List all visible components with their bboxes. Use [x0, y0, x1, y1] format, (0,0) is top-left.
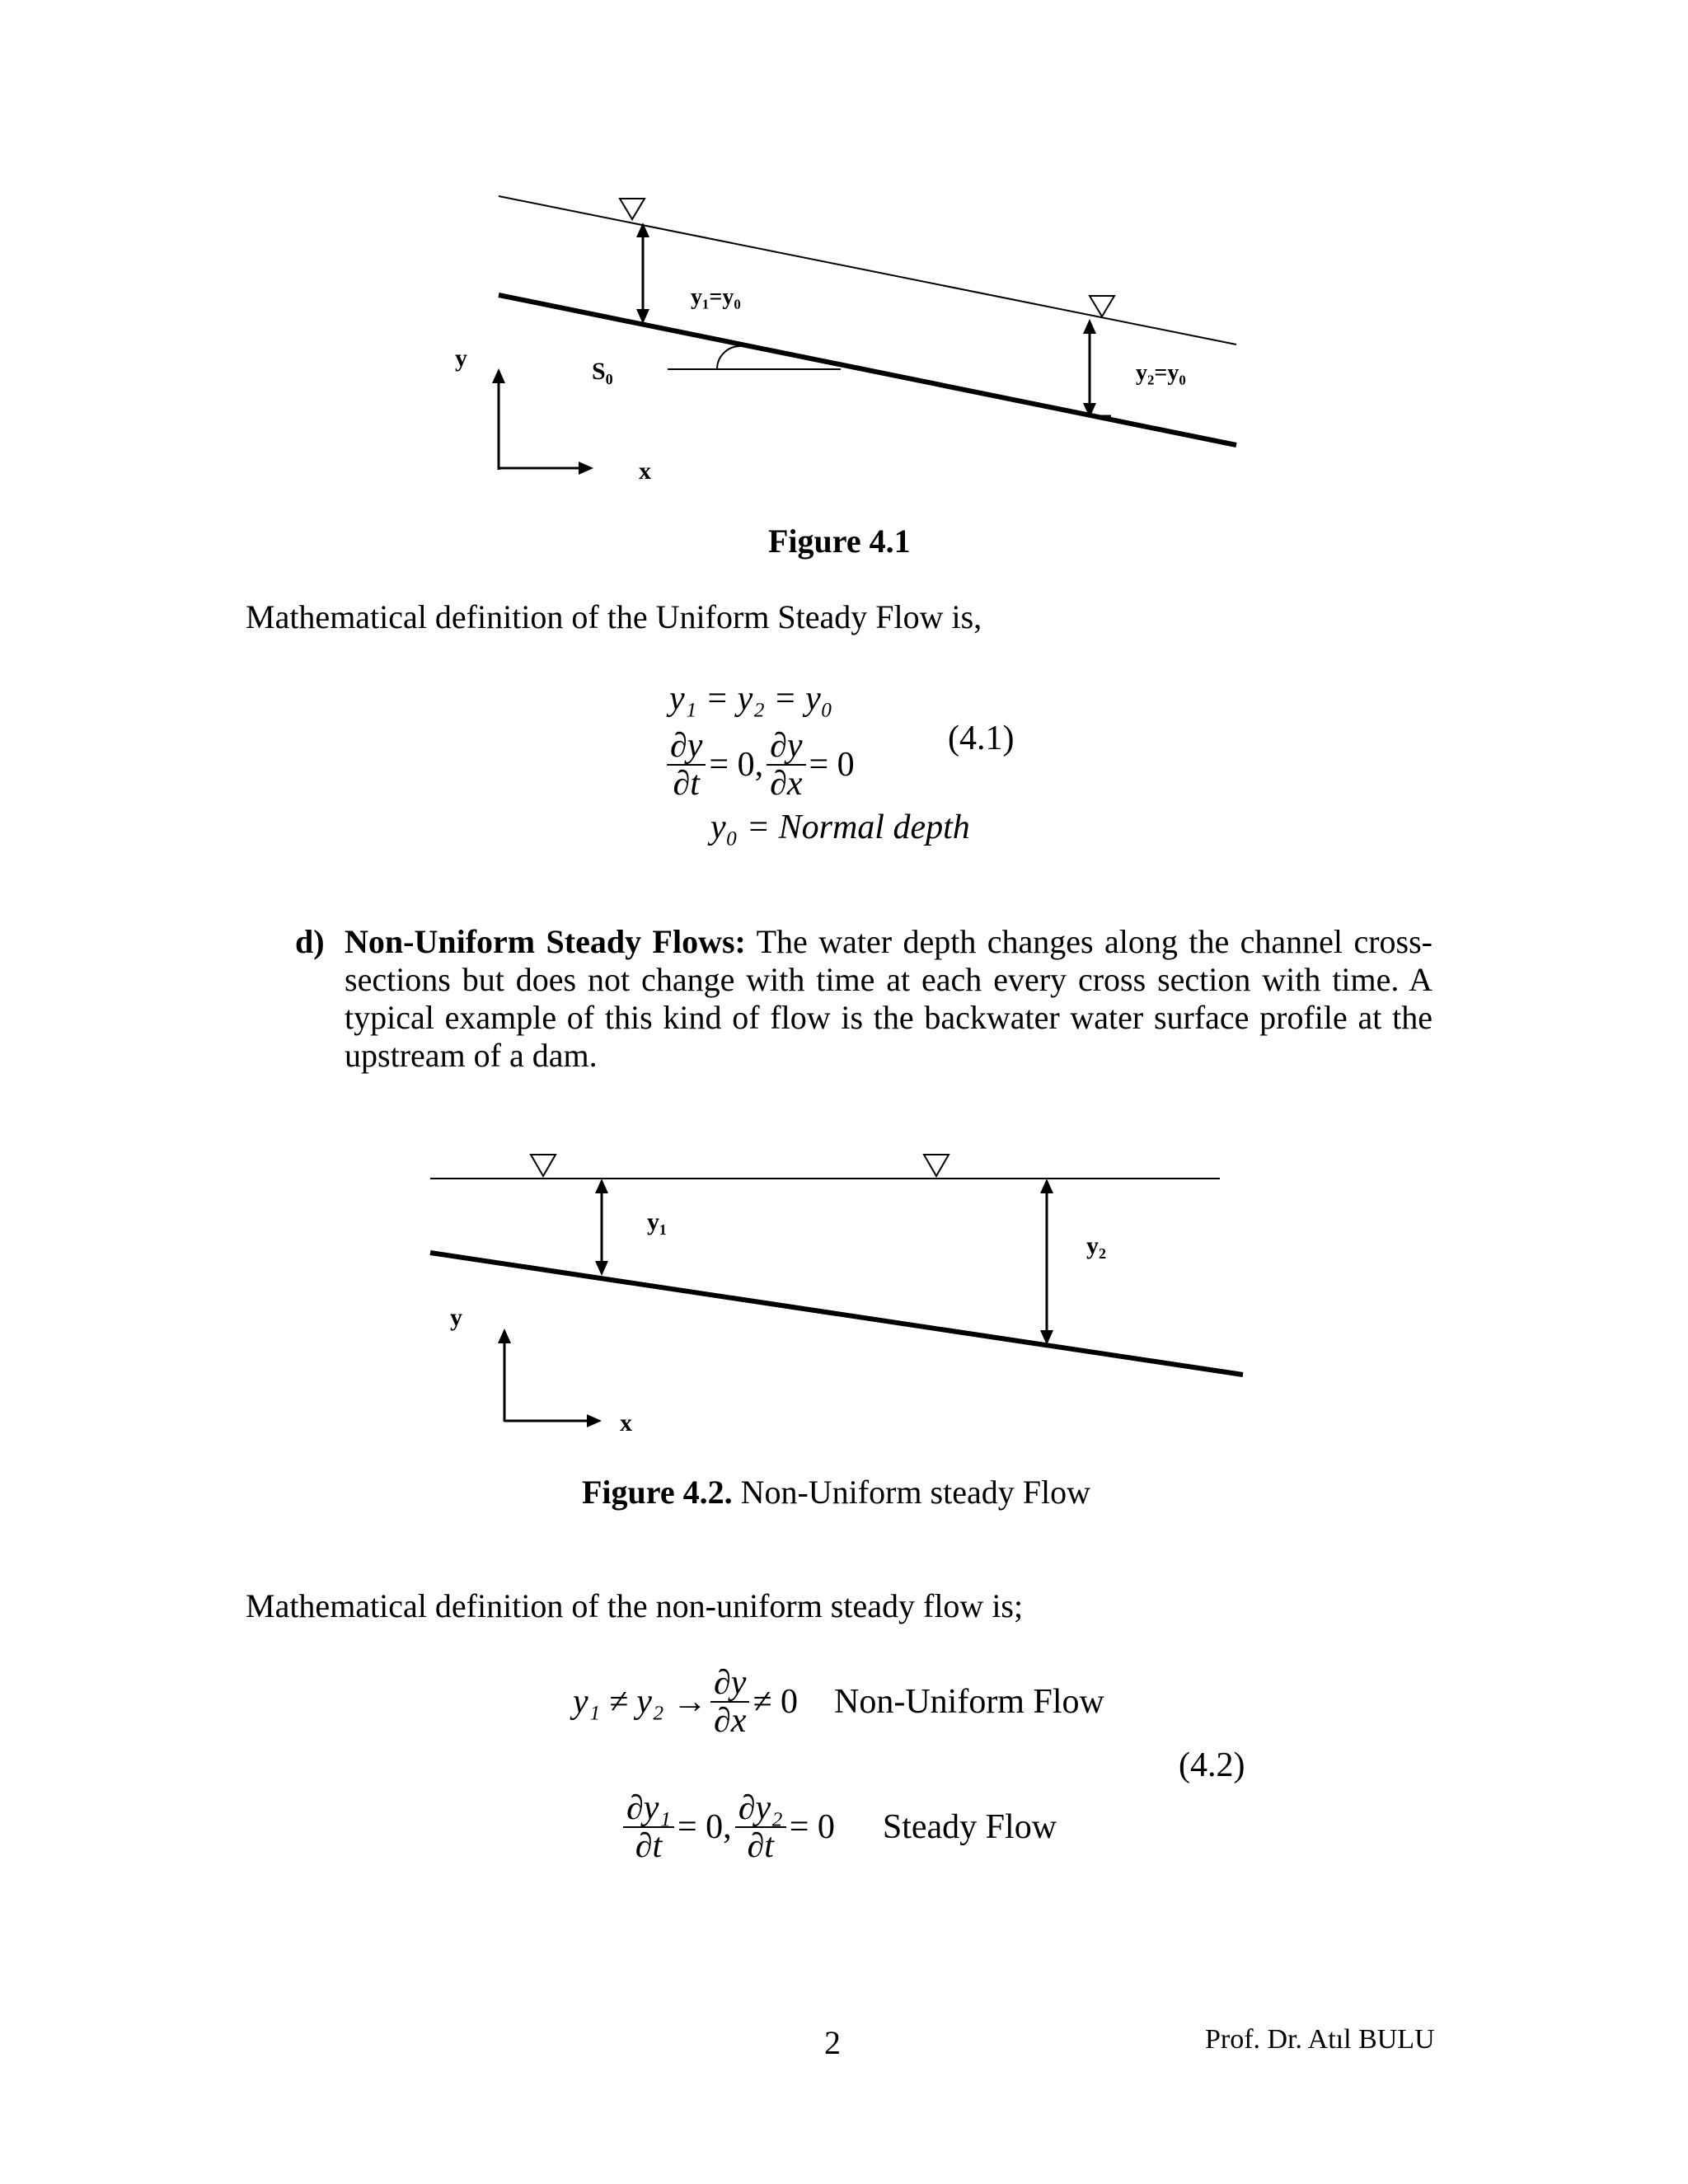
nonuniform-flow-label: Non-Uniform Flow [834, 1683, 1104, 1721]
figure1-axis-y: y [455, 344, 467, 372]
arrow-head-icon [587, 1414, 602, 1427]
arrow-head-icon [1040, 1179, 1053, 1193]
figure1-label-y2: y₂=y₀ [1136, 360, 1186, 386]
fraction-denominator: ∂x [770, 765, 803, 803]
arrow-head-icon [595, 1261, 608, 1276]
fraction-numerator: ∂y [710, 1665, 749, 1703]
page-number: 2 [824, 2024, 841, 2061]
figure2-axis-x: x [620, 1409, 632, 1436]
eq-4-2-steady-line [620, 1790, 1057, 1864]
fraction-numerator: ∂y₂ [735, 1790, 786, 1828]
arrow-head-icon [498, 1329, 511, 1343]
figure-4-2-caption-text: Non-Uniform steady Flow [732, 1474, 1090, 1511]
section-d-marker: d) [295, 923, 325, 960]
water-level-marker-icon [620, 199, 645, 219]
figure2-axis-y: y [450, 1304, 462, 1331]
section-d-paragraph [345, 923, 1432, 1075]
not-equal-zero: ≠ 0 [753, 1683, 799, 1721]
figure-4-2-diagram [0, 1113, 1688, 1459]
figure1-label-slope: S₀ [592, 358, 613, 385]
water-surface-line [499, 196, 1236, 344]
water-level-marker-icon [531, 1155, 556, 1176]
nonuniform-definition-text: Mathematical definition of the non-uniform steady flow is; [246, 1587, 1024, 1624]
figure-4-2-caption-label: Figure 4.2. [582, 1474, 733, 1511]
normal-depth-definition: y₀ = Normal depth [710, 808, 970, 846]
arrow-head-icon [579, 462, 593, 475]
water-level-marker-icon [924, 1155, 949, 1176]
figure-4-1-caption: Figure 4.1 [768, 523, 911, 560]
author-footer: Prof. Dr. Atıl BULU [1205, 2024, 1435, 2055]
fraction-denominator: ∂x [714, 1702, 747, 1740]
fraction [623, 1790, 674, 1864]
fraction [767, 728, 805, 802]
arrow-head-icon [1083, 319, 1096, 334]
fraction [735, 1790, 786, 1864]
equals-zero: = 0 [789, 1808, 835, 1846]
equation-number-4-2: (4.2) [1179, 1746, 1245, 1784]
fraction-numerator: ∂y₁ [623, 1790, 674, 1828]
fraction-numerator: ∂y [767, 728, 805, 766]
figure2-label-y2: y₂ [1086, 1232, 1106, 1259]
fraction-denominator: ∂t [747, 1827, 774, 1865]
figure1-label-y1: y₁=y₀ [691, 284, 741, 310]
fraction-denominator: ∂t [673, 765, 700, 803]
water-level-marker-icon [1090, 296, 1114, 316]
figure2-label-y1: y₁ [647, 1208, 667, 1235]
channel-bed-line [430, 1253, 1243, 1375]
steady-flow-label: Steady Flow [882, 1808, 1057, 1846]
figure1-axis-x: x [639, 457, 651, 485]
section-d-body: The water depth changes along the channel cross-sections but does not change with time at each every cross section with time. A typical example of this kind of flow is the backwater water surface profile at the upstream of a dam. [345, 923, 1432, 1074]
section-d-heading: Non-Uniform Steady Flows: [345, 923, 746, 960]
fraction [667, 728, 706, 802]
uniform-definition-text: Mathematical definition of the Uniform Steady Flow is, [246, 598, 982, 635]
equals-zero: = 0 [809, 746, 855, 784]
fraction [710, 1665, 749, 1739]
equals-zero-comma: = 0, [709, 746, 764, 784]
slope-angle-arc [717, 346, 740, 369]
figure-4-2-caption [582, 1474, 1090, 1511]
equals-zero-comma: = 0, [678, 1808, 732, 1846]
fraction-numerator: ∂y [667, 728, 706, 766]
arrow-head-icon [492, 368, 505, 383]
eq-4-1-line1: y₁ = y₂ = y₀ [669, 680, 833, 718]
eq-4-1-derivatives [663, 728, 855, 802]
fraction-denominator: ∂t [635, 1827, 663, 1865]
figure-4-1-diagram [0, 0, 1688, 527]
equation-number-4-1: (4.1) [948, 719, 1015, 757]
depth-inequality: y₁ ≠ y₂ → [573, 1683, 708, 1721]
eq-4-2-nonuniform-line [573, 1665, 1104, 1739]
arrow-head-icon [595, 1179, 608, 1193]
